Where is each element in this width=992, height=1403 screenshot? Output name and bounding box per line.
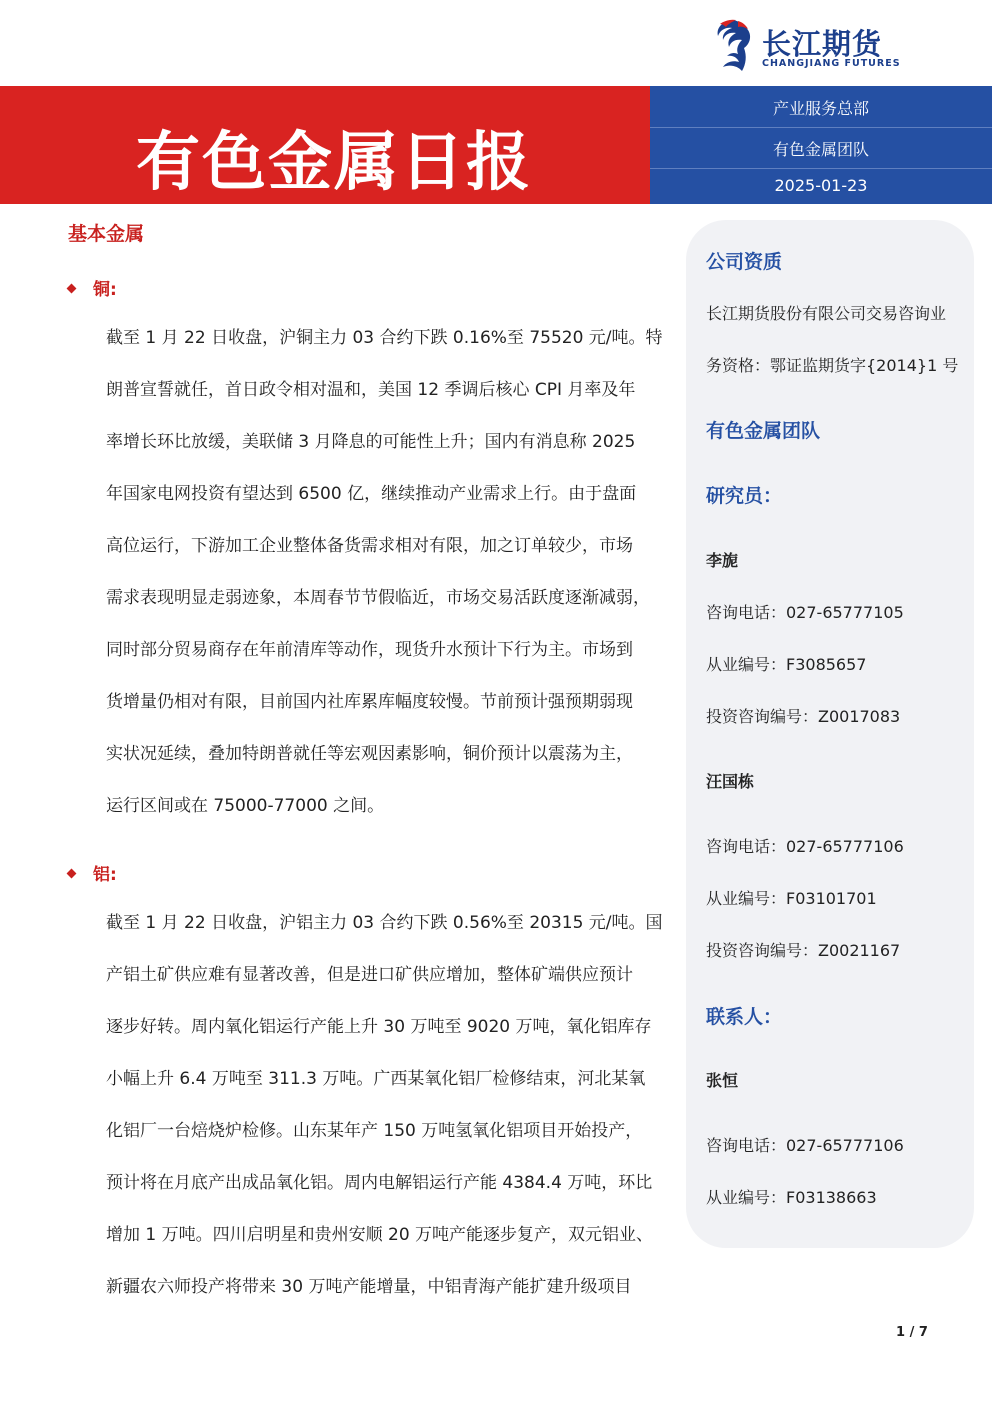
qualification-title: 公司资质	[706, 251, 783, 273]
header-info-panel	[650, 86, 992, 204]
dragon-emblem-icon	[708, 18, 754, 72]
logo-chinese-name: 长江期货	[762, 27, 883, 61]
team-title: 有色金属团队	[706, 420, 821, 442]
paragraph-line: 年国家电网投资有望达到 6500 亿，继续推动产业需求上行。由于盘面	[106, 484, 637, 504]
researcher-license: 从业编号：F03101701	[706, 889, 877, 908]
diamond-bullet-icon	[67, 283, 77, 293]
logo-english-name: CHANGJIANG FUTURES	[762, 58, 901, 69]
paragraph-line: 增加 1 万吨。四川启明星和贵州安顺 20 万吨产能逐步复产，双元铝业、	[106, 1225, 654, 1245]
aluminum-paragraph	[106, 897, 663, 1313]
researcher-name: 李旎	[706, 551, 739, 570]
paragraph-line: 产铝土矿供应难有显著改善，但是进口矿供应增加，整体矿端供应预计	[106, 965, 633, 985]
department-label: 产业服务总部	[772, 99, 869, 118]
report-title: 有色金属日报	[136, 126, 532, 200]
paragraph-line: 逐步好转。周内氧化铝运行产能上升 30 万吨至 9020 万吨，氧化铝库存	[106, 1017, 652, 1037]
qualification-text: 长江期货股份有限公司交易咨询业	[706, 304, 947, 323]
researcher-title: 研究员：	[706, 485, 783, 507]
researcher-phone: 咨询电话：027-65777106	[706, 837, 904, 856]
report-date: 2025-01-23	[774, 176, 868, 195]
header-divider	[650, 168, 992, 169]
paragraph-line: 高位运行，下游加工企业整体备货需求相对有限，加之订单较少，市场	[106, 536, 633, 556]
contact-phone: 咨询电话：027-65777106	[706, 1136, 904, 1155]
contact-license: 从业编号：F03138663	[706, 1188, 877, 1207]
paragraph-line: 货增量仍相对有限，目前国内社库累库幅度较慢。节前预计强预期弱现	[106, 692, 633, 712]
header-divider	[650, 127, 992, 128]
qualification-text: 务资格：鄂证监期货字{2014}1 号	[706, 356, 959, 375]
diamond-bullet-icon	[67, 868, 77, 878]
paragraph-line: 截至 1 月 22 日收盘，沪铜主力 03 合约下跌 0.16%至 75520 元/吨。特	[106, 328, 663, 348]
paragraph-line: 朗普宣誓就任，首日政令相对温和，美国 12 季调后核心 CPI 月率及年	[106, 380, 636, 400]
paragraph-line: 实状况延续，叠加特朗普就任等宏观因素影响，铜价预计以震荡为主，	[106, 744, 633, 764]
paragraph-line: 截至 1 月 22 日收盘，沪铝主力 03 合约下跌 0.56%至 20315 元/吨。国	[106, 913, 663, 933]
paragraph-line: 新疆农六师投产将带来 30 万吨产能增量，中铝青海产能扩建升级项目	[106, 1277, 632, 1297]
paragraph-line: 运行区间或在 75000-77000 之间。	[106, 796, 385, 816]
aluminum-heading-label: 铝:	[93, 865, 117, 885]
company-logo	[708, 16, 918, 74]
paragraph-line: 需求表现明显走弱迹象，本周春节节假临近，市场交易活跃度逐渐减弱，	[106, 588, 650, 608]
paragraph-line: 小幅上升 6.4 万吨至 311.3 万吨。广西某氧化铝厂检修结束，河北某氧	[106, 1069, 646, 1089]
contact-name: 张恒	[706, 1071, 739, 1090]
paragraph-line: 同时部分贸易商存在年前清库等动作，现货升水预计下行为主。市场到	[106, 640, 633, 660]
researcher-advisory-id: 投资咨询编号：Z0021167	[706, 941, 901, 960]
aluminum-heading	[68, 860, 117, 885]
team-label: 有色金属团队	[772, 140, 869, 159]
researcher-phone: 咨询电话：027-65777105	[706, 603, 904, 622]
paragraph-line: 预计将在月底产出成品氧化铝。周内电解铝运行产能 4384.4 万吨，环比	[106, 1173, 653, 1193]
copper-paragraph	[106, 312, 663, 832]
contact-title: 联系人：	[706, 1006, 783, 1028]
copper-heading	[68, 275, 117, 300]
paragraph-line: 化铝厂一台焙烧炉检修。山东某年产 150 万吨氢氧化铝项目开始投产，	[106, 1121, 643, 1141]
researcher-license: 从业编号：F3085657	[706, 655, 867, 674]
page-number: 1 / 7	[896, 1325, 928, 1340]
copper-heading-label: 铜:	[93, 280, 117, 300]
researcher-advisory-id: 投资咨询编号：Z0017083	[706, 707, 901, 726]
researcher-name: 汪国栋	[706, 772, 755, 791]
section-title: 基本金属	[68, 223, 145, 245]
paragraph-line: 率增长环比放缓，美联储 3 月降息的可能性上升；国内有消息称 2025	[106, 432, 636, 452]
